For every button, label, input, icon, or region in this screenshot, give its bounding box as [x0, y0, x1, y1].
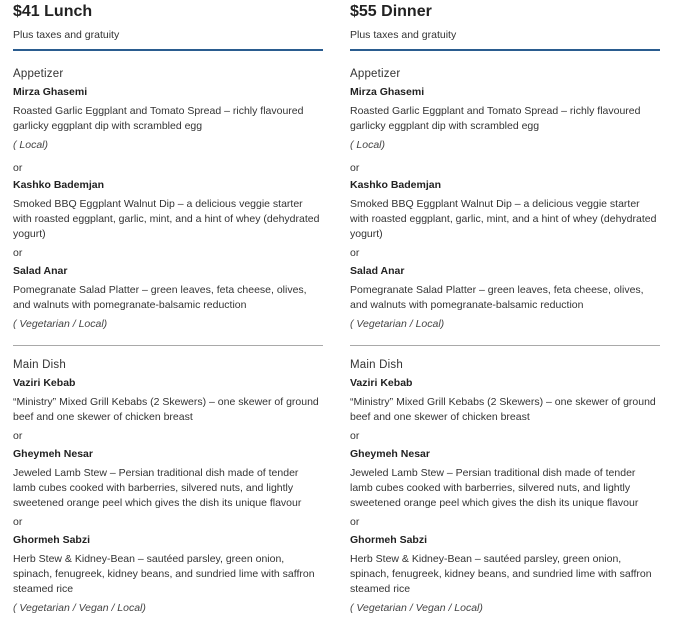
dish-tag: ( Vegetarian / Local): [13, 318, 108, 330]
dish-name: Vaziri Kebab: [350, 377, 413, 389]
dish-description: Roasted Garlic Eggplant and Tomato Spread – richly flavoured garlicky eggplant dip with scrambled egg: [350, 105, 641, 132]
dish-description: Pomegranate Salad Platter – green leaves, feta cheese, olives, and walnuts with pomegranate-balsamic reduction: [350, 284, 644, 311]
dish-description: Smoked BBQ Eggplant Walnut Dip – a delicious veggie starter with roasted eggplant, garlic, mint, and a hint of whey (dehydrated yogurt): [13, 198, 320, 240]
menu-title: $41 Lunch: [13, 3, 93, 20]
dish-name: Gheymeh Nesar: [350, 448, 430, 460]
or-separator: or: [13, 247, 23, 259]
dish-name: Kashko Bademjan: [13, 179, 105, 191]
dish-description: Herb Stew & Kidney-Bean – sautéed parsley, green onion, spinach, fenugreek, kidney beans, and sundried lime with saffron steamed rice: [13, 553, 315, 595]
dish-tag: ( Local): [350, 139, 386, 151]
dish-name: Ghormeh Sabzi: [350, 534, 428, 546]
appetizer-heading: Appetizer: [350, 68, 401, 80]
dish-description: Jeweled Lamb Stew – Persian traditional dish made of tender lamb cubes cooked with barberries, silvered nuts, and lightly sweetened orange peel which gives the dish its unique flavour: [13, 467, 302, 509]
dish-description: Herb Stew & Kidney-Bean – sautéed parsley, green onion, spinach, fenugreek, kidney beans, and sundried lime with saffron steamed rice: [350, 553, 652, 595]
or-separator: or: [350, 247, 360, 259]
dish-name: Salad Anar: [350, 265, 405, 277]
section-divider: [13, 345, 323, 346]
dish-description: Jeweled Lamb Stew – Persian traditional dish made of tender lamb cubes cooked with barberries, silvered nuts, and lightly sweetened orange peel which gives the dish its unique flavour: [350, 467, 639, 509]
appetizer-heading: Appetizer: [13, 68, 64, 80]
dish-tag: ( Local): [13, 139, 49, 151]
dish-name: Vaziri Kebab: [13, 377, 76, 389]
dish-name: Mirza Ghasemi: [350, 86, 425, 98]
or-separator: or: [350, 430, 360, 442]
dish-description: Smoked BBQ Eggplant Walnut Dip – a delicious veggie starter with roasted eggplant, garlic, mint, and a hint of whey (dehydrated yogurt): [350, 198, 657, 240]
dish-tag: ( Vegetarian / Vegan / Local): [13, 602, 146, 614]
menu-subtitle: Plus taxes and gratuity: [13, 29, 120, 41]
dish-tag: ( Vegetarian / Local): [350, 318, 445, 330]
menu-title: $55 Dinner: [350, 3, 432, 20]
or-separator: or: [350, 162, 360, 174]
dish-name: Gheymeh Nesar: [13, 448, 93, 460]
main-dish-heading: Main Dish: [350, 359, 403, 371]
dish-description: “Ministry” Mixed Grill Kebabs (2 Skewers) – one skewer of ground beef and one skewer of chicken breast: [350, 396, 656, 423]
or-separator: or: [13, 516, 23, 528]
dish-tag: ( Vegetarian / Vegan / Local): [350, 602, 483, 614]
dish-description: “Ministry” Mixed Grill Kebabs (2 Skewers) – one skewer of ground beef and one skewer of chicken breast: [13, 396, 319, 423]
main-dish-heading: Main Dish: [13, 359, 66, 371]
or-separator: or: [13, 162, 23, 174]
or-separator: or: [13, 430, 23, 442]
section-divider: [350, 345, 660, 346]
or-separator: or: [350, 516, 360, 528]
title-divider: [13, 49, 323, 51]
dish-name: Mirza Ghasemi: [13, 86, 88, 98]
dish-name: Salad Anar: [13, 265, 68, 277]
menu-subtitle: Plus taxes and gratuity: [350, 29, 457, 41]
title-divider: [350, 49, 660, 51]
dish-description: Pomegranate Salad Platter – green leaves, feta cheese, olives, and walnuts with pomegranate-balsamic reduction: [13, 284, 307, 311]
dish-description: Roasted Garlic Eggplant and Tomato Spread – richly flavoured garlicky eggplant dip with scrambled egg: [13, 105, 304, 132]
dish-name: Kashko Bademjan: [350, 179, 442, 191]
dish-name: Ghormeh Sabzi: [13, 534, 91, 546]
